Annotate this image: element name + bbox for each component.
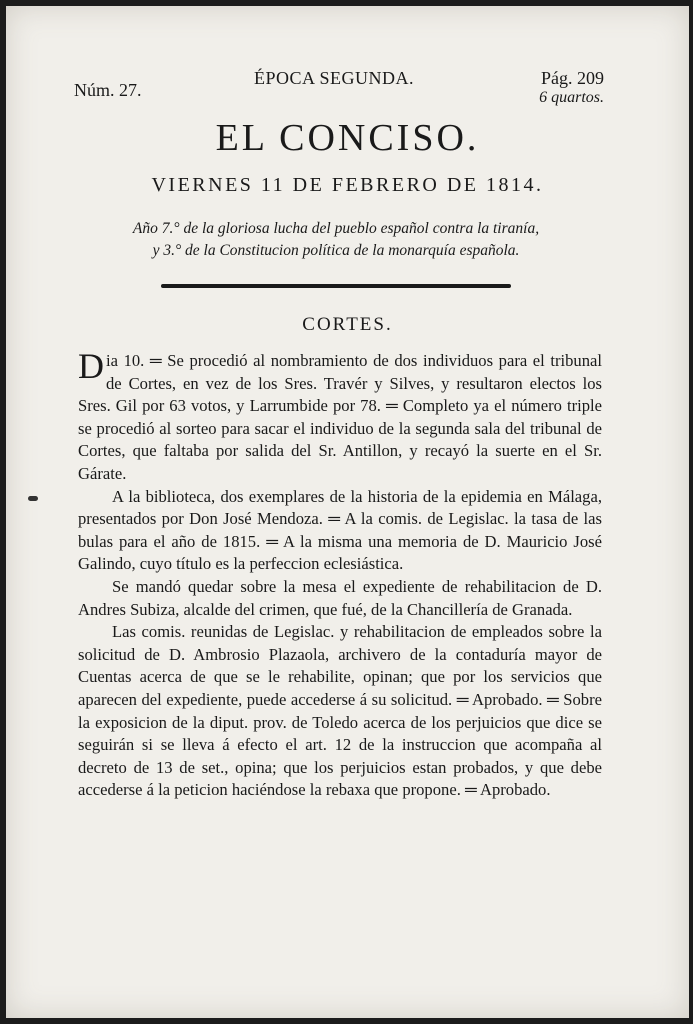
issue-number: Núm. 27. [74,80,142,100]
masthead-row [74,68,604,108]
drop-cap: D [78,346,104,386]
paragraph-4: Las comis. reunidas de Legislac. y rehabilitacion de empleados sobre la solicitud de D. Ambrosio Plazaola, archivero de la contaduría mayor de Cuentas acerca de que se le rehabilite, opinan; que por los servicios que aparecen del expediente, puede accederse á su solicitud. ═ Aprobado. ═ Sobre la exposicion de la diput. prov. de Toledo acerca de los perjuicios que dice se seguirán si se lleva á efecto el art. 12 de la instruccion que acompaña al decreto de 13 de set., opina; que los perjuicios estan probados, y que debe accederse á la peticion haciéndose la rebaxa que propone. ═ Aprobado. [78,622,602,800]
price-quartos: 6 quartos. [539,89,604,106]
series-label: ÉPOCA SEGUNDA. [254,68,415,88]
motto-line-1: Año 7.° de la gloriosa lucha del pueblo español contra la tiranía, [132,220,540,237]
article-body [78,346,602,802]
ink-mark [28,496,38,501]
paragraph-1 [78,346,602,486]
issue-date: VIERNES 11 DE FEBRERO DE 1814. [151,174,544,196]
paragraph-3: Se mandó quedar sobre la mesa el expediente de rehabilitacion de D. Andres Subiza, alcalde del crimen, que fué, de la Chancillería de Granada. [78,576,602,619]
page-info [539,68,604,108]
section-divider [161,284,511,288]
motto [66,218,606,262]
section-heading: CORTES. [302,314,393,335]
newspaper-title: EL CONCISO. [215,117,480,159]
paragraph-2: A la biblioteca, dos exemplares de la historia de la epidemia en Málaga, presentados por Don José Mendoza. ═ A la comis. de Legislac. la tasa de las bulas para el año de 1815. ═ A la misma una memoria de D. Mauricio José Galindo, cuyo título es la perfeccion eclesiástica. [78,486,602,574]
page-number: Pág. 209 [541,68,604,88]
motto-line-2: y 3.° de la Constitucion política de la monarquía española. [152,242,520,259]
paragraph-1-text: ia 10. ═ Se procedió al nombramiento de dos individuos para el tribunal de Cortes, en vez de los Sres. Travér y Silves, y resultaron electos los Sres. Gil por 63 votos, y Larrumbide por 78. ═ Completo ya el número triple se procedió al sorteo para sacar el individuo de la segunda sala del tribunal de Cortes, que faltaba por salida del Sr. Antillon, y recayó la suerte en el Sr. Gárate. [78,351,602,483]
newspaper-page [6,6,689,1018]
